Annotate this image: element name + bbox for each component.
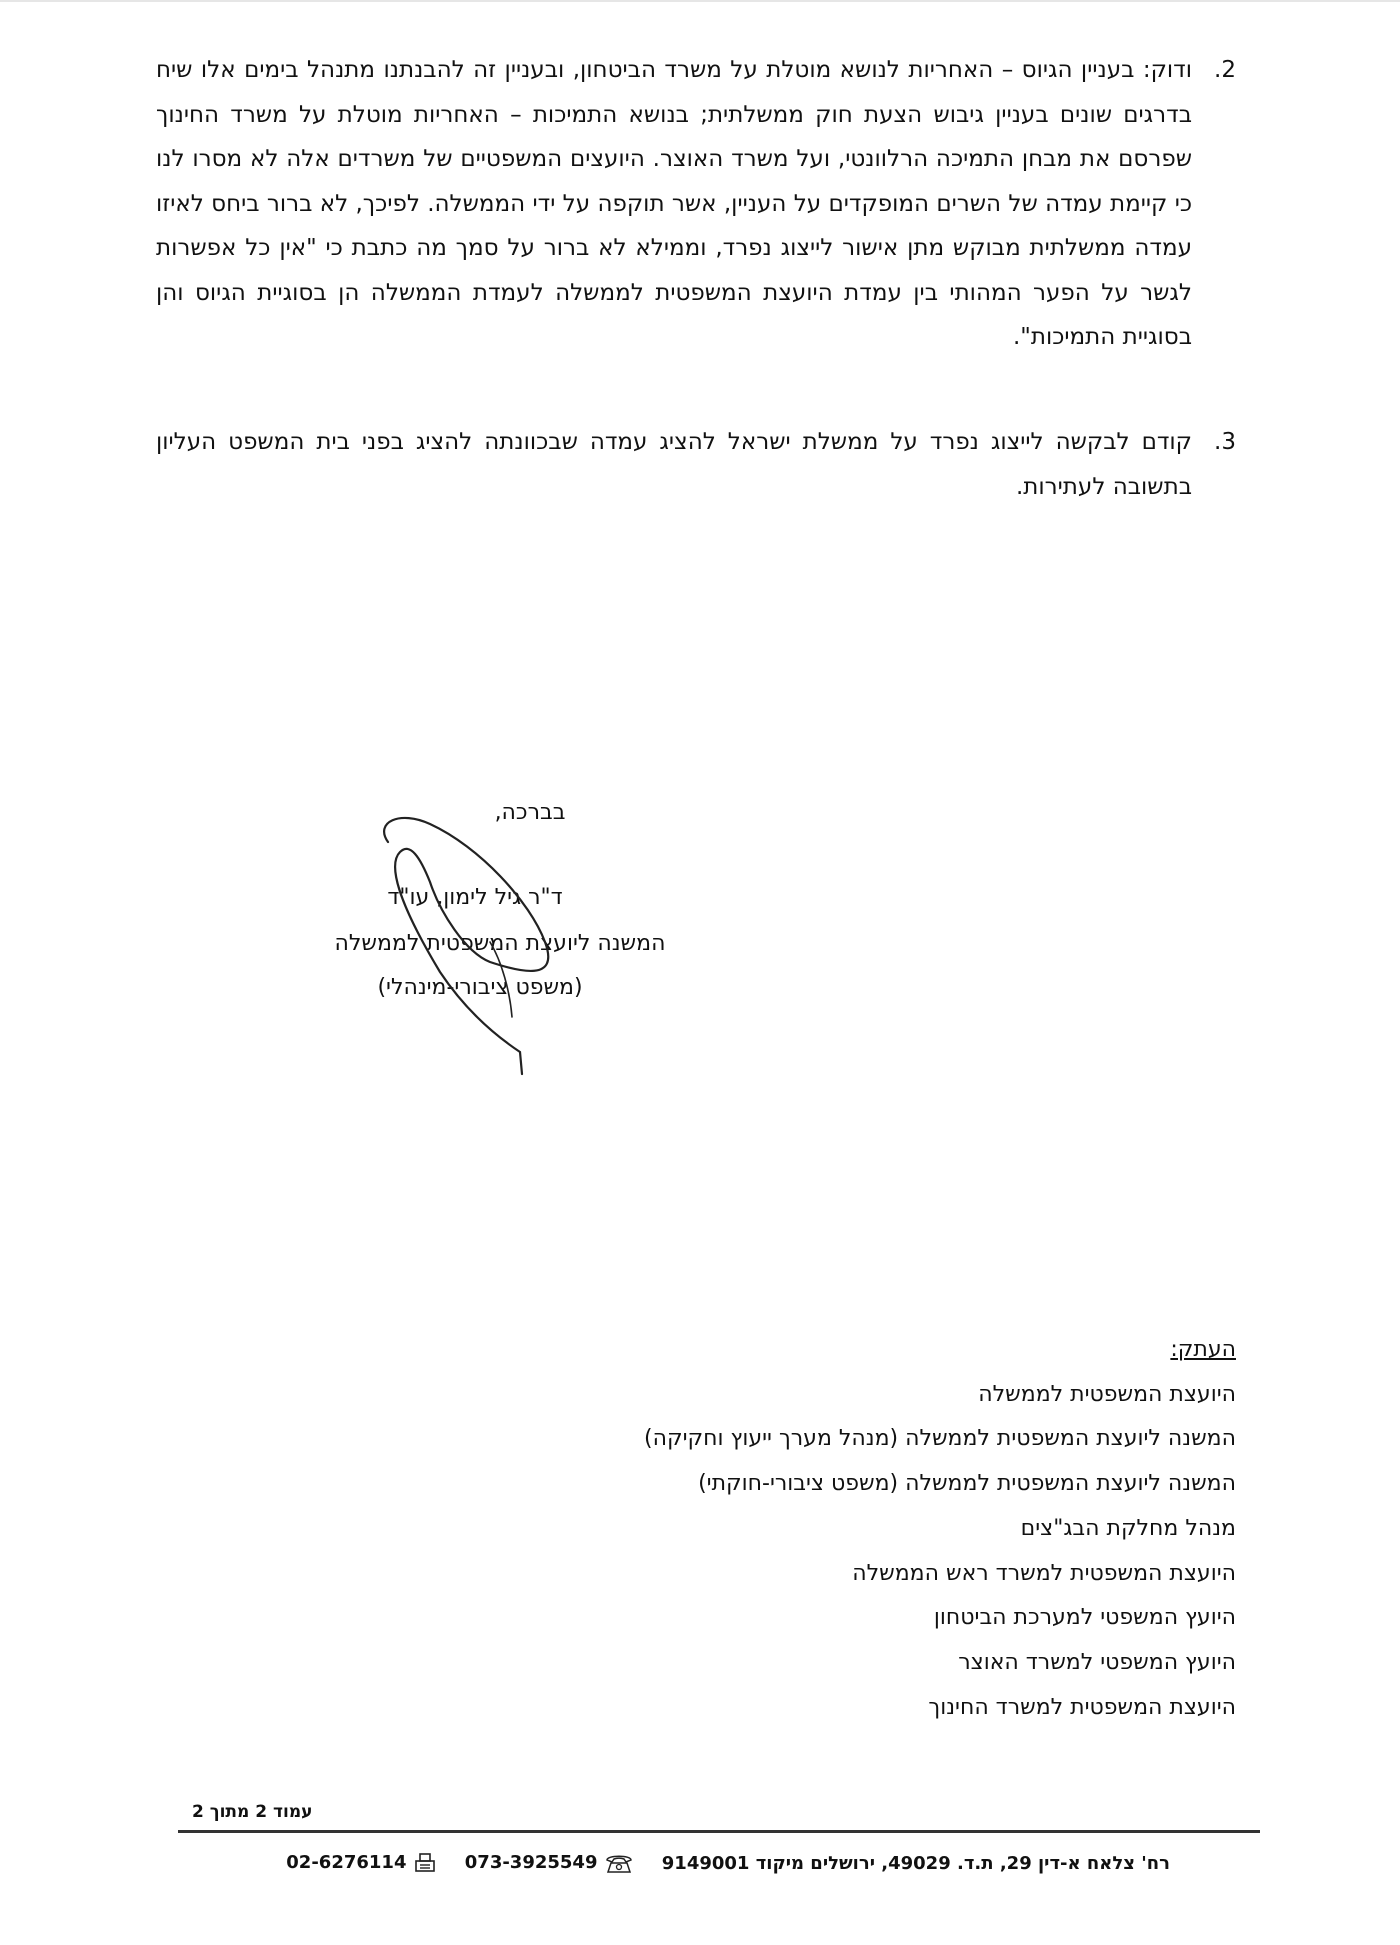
signer-role: המשנה ליועצת המשפטית לממשלה [334, 931, 666, 956]
fax-number: 02-6276114 [286, 1852, 407, 1873]
list-item: היועצת המשפטית למשרד ראש הממשלה [852, 1560, 1236, 1586]
telephone-icon [604, 1852, 634, 1874]
paragraph-text: קודם לבקשה לייצוג נפרד על ממשלת ישראל להציג עמדה שבכוונתה להציג בפני בית המשפט העליון בתשובה לעתירות. [156, 429, 1192, 500]
list-item: המשנה ליועצת המשפטית לממשלה (משפט ציבורי-חוקתי) [698, 1471, 1236, 1497]
footer-phone [465, 1852, 640, 1874]
closing-greeting: בברכה, [494, 800, 566, 825]
paragraph-number: 3. [1214, 429, 1236, 455]
signer-department: (משפט ציבורי-מינהלי) [377, 975, 583, 1000]
list-item: היועץ המשפטי למערכת הביטחון [933, 1605, 1236, 1631]
numbered-paragraph [156, 48, 1236, 360]
paragraph-number: 2. [1214, 57, 1236, 83]
fax-icon [413, 1852, 437, 1874]
footer-divider [178, 1830, 1260, 1833]
copies-list [436, 1373, 1236, 1731]
list-item: מנהל מחלקת הבג"צים [1020, 1515, 1236, 1541]
footer-fax [286, 1852, 442, 1874]
handwritten-signature [370, 802, 590, 1082]
list-item: המשנה ליועצת המשפטית לממשלה (מנהל מערך ייעוץ וחקיקה) [644, 1426, 1236, 1452]
page-number: עמוד 2 מתוך 2 [192, 1802, 313, 1822]
copies-title: העתק: [1170, 1337, 1236, 1362]
footer [240, 1848, 1170, 1878]
numbered-paragraph [156, 420, 1236, 509]
list-item: היועץ המשפטי למשרד האוצר [958, 1649, 1236, 1675]
footer-address: רח' צלאח א-דין 29, ת.ד. 49029, ירושלים מיקוד 9149001 [661, 1852, 1170, 1874]
list-item: היועצת המשפטית למשרד החינוך [928, 1694, 1236, 1720]
signer-name: ד"ר גיל לימון, עו"ד [387, 885, 563, 910]
copies-section [436, 1328, 1236, 1730]
phone-number: 073-3925549 [464, 1852, 598, 1873]
paragraph-text: ודוק: בעניין הגיוס – האחריות לנושא מוטלת על משרד הביטחון, ובעניין זה להבנתנו מתנהל בימים אלו שיח בדרגים שונים בעניין גיבוש הצעת חוק ממשלתית; בנושא התמיכות – האחריות מוטלת על משרד החינוך שפרסם את מבחן התמיכה הרלוונטי, ועל משרד האוצר. היועצים המשפטיים של משרדים אלה לא מסרו לנו כי קיימת עמדה של השרים המופקדים על העניין, אשר תוקפה על ידי הממשלה. לפיכך, לא ברור ביחס לאיזו עמדה ממשלתית מבוקש מתן אישור לייצוג נפרד, וממילא לא ברור על סמך מה כתבת כי "אין כל אפשרות לגשר על הפער המהותי בין עמדת היועצת המשפטית לממשלה לעמדת הממשלה הן בסוגיית הגיוס והן בסוגיית התמיכות". [156, 57, 1192, 350]
list-item: היועצת המשפטית לממשלה [978, 1381, 1236, 1407]
